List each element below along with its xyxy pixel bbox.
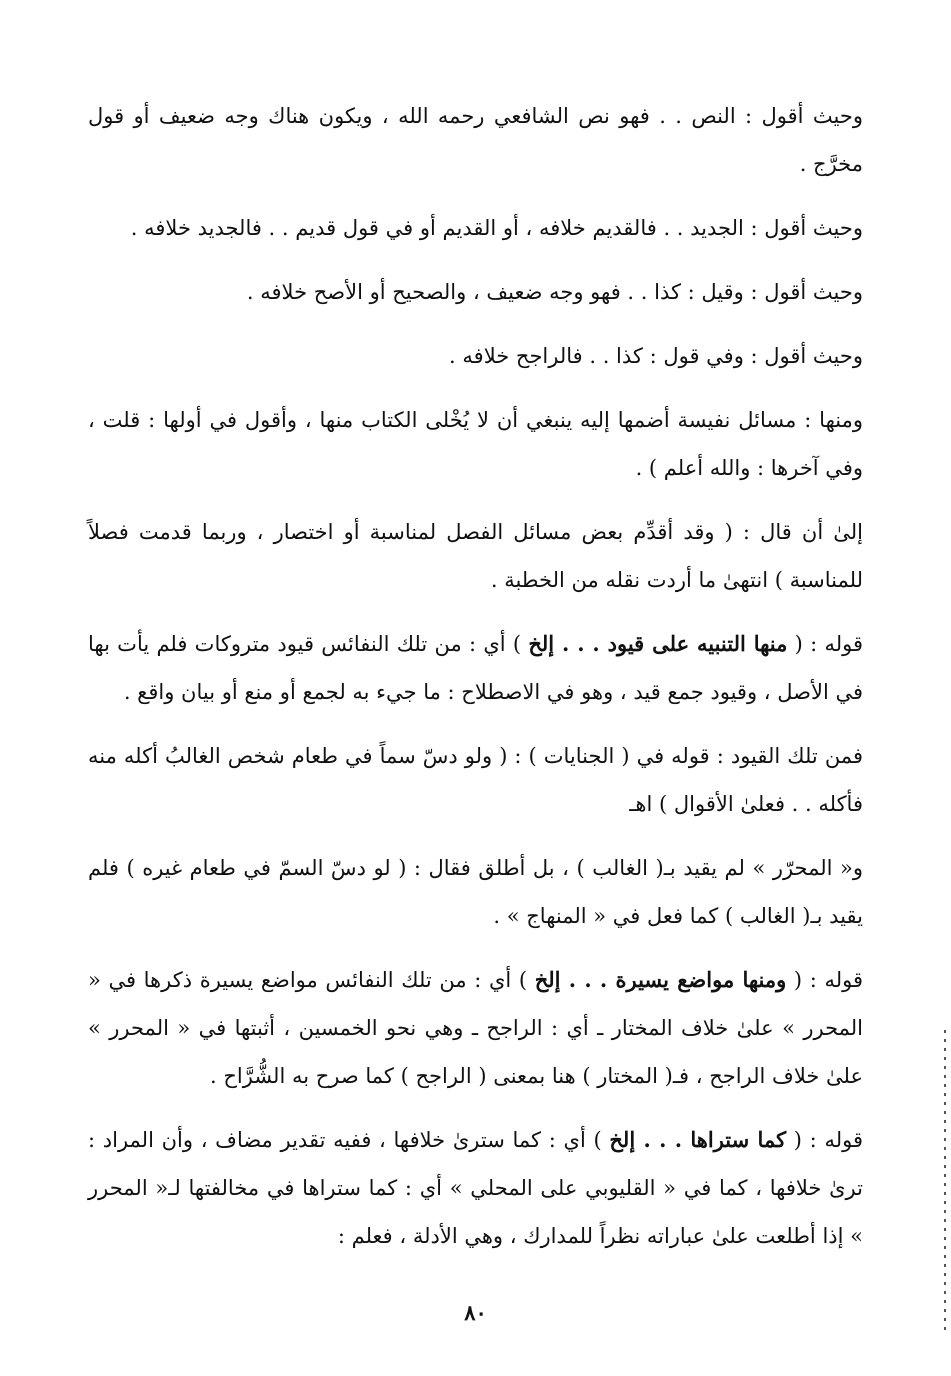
text-run: وحيث أقول : وفي قول : كذا . . فالراجح خلافه .: [449, 344, 863, 368]
paragraph: [88, 1116, 863, 1260]
paragraph: [88, 956, 863, 1100]
bold-quote: ومنها مواضع يسيرة . . . إلخ: [534, 967, 787, 992]
text-run: قوله : (: [786, 968, 863, 992]
text-run: قوله : (: [786, 1128, 863, 1152]
paragraph: [88, 508, 863, 604]
bold-quote: منها التنبيه على قيود . . . إلخ: [528, 631, 788, 656]
text-run: قوله : (: [787, 632, 864, 656]
text-run: ومنها : مسائل نفيسة أضمها إليه ينبغي أن لا يُخْلى الكتاب منها ، وأقول في أولها : قلت ، وفي آخرها : والله أعلم ) .: [88, 408, 863, 480]
text-run: وحيث أقول : وقيل : كذا . . فهو وجه ضعيف ، والصحيح أو الأصح خلافه .: [246, 280, 863, 304]
bold-quote: كما ستراها . . . إلخ: [609, 1127, 787, 1152]
paragraph: [88, 332, 863, 380]
text-run: ) أي : كما سترىٰ خلافها ، ففيه تقدير مضاف ، وأن المراد : ترىٰ خلافها ، كما في « القليوبي على المحلي » أي : كما ستراها في مخالفتها لـ« المحرر » إذا أطلعت علىٰ عباراته نظراً للمدارك ، وهي الأدلة ، فعلم :: [88, 1128, 863, 1248]
text-run: إلىٰ أن قال : ( وقد أقدِّم بعض مسائل الفصل لمناسبة أو اختصار ، وربما قدمت فصلاً للمناسبة ) انتهىٰ ما أردت نقله من الخطبة .: [88, 520, 863, 592]
text-run: ) أي : من تلك النفائس قيود متروكات فلم يأت بها في الأصل ، وقيود جمع قيد ، وهو في الاصطلاح : ما جيء به لجمع أو منع أو بيان واقع .: [88, 632, 863, 704]
page-edge-mark: [944, 1030, 946, 1330]
paragraph: [88, 732, 863, 828]
page-body: [88, 92, 863, 1276]
paragraph: [88, 204, 863, 252]
text-run: وحيث أقول : النص . . فهو نص الشافعي رحمه الله ، ويكون هناك وجه ضعيف أو قول مخرَّج .: [88, 104, 863, 176]
text-run: وحيث أقول : الجديد . . فالقديم خلافه ، أو القديم أو في قول قديم . . فالجديد خلافه .: [130, 216, 863, 240]
paragraph: [88, 268, 863, 316]
text-run: فمن تلك القيود : قوله في ( الجنايات ) : ( ولو دسّ سماً في طعام شخص الغالبُ أكله منه فأكله . . فعلىٰ الأقوال ) اهـ: [88, 744, 863, 816]
paragraph: [88, 844, 863, 940]
paragraph: [88, 92, 863, 188]
text-run: و« المحرّر » لم يقيد بـ( الغالب ) ، بل أطلق فقال : ( لو دسّ السمّ في طعام غيره ) فلم يقيد بـ( الغالب ) كما فعل في « المنهاج » .: [88, 856, 863, 928]
paragraph: [88, 620, 863, 716]
text-run: ) أي : من تلك النفائس مواضع يسيرة ذكرها في « المحرر » علىٰ خلاف المختار ـ أي : الراجح ـ وهي نحو الخمسين ، أثبتها في « المحرر » علىٰ خلاف الراجح ، فـ( المختار ) هنا بمعنى ( الراجح ) كما صرح به الشُّرَّاح .: [88, 968, 863, 1088]
paragraph: [88, 396, 863, 492]
page-number: ٨٠: [464, 1300, 487, 1325]
